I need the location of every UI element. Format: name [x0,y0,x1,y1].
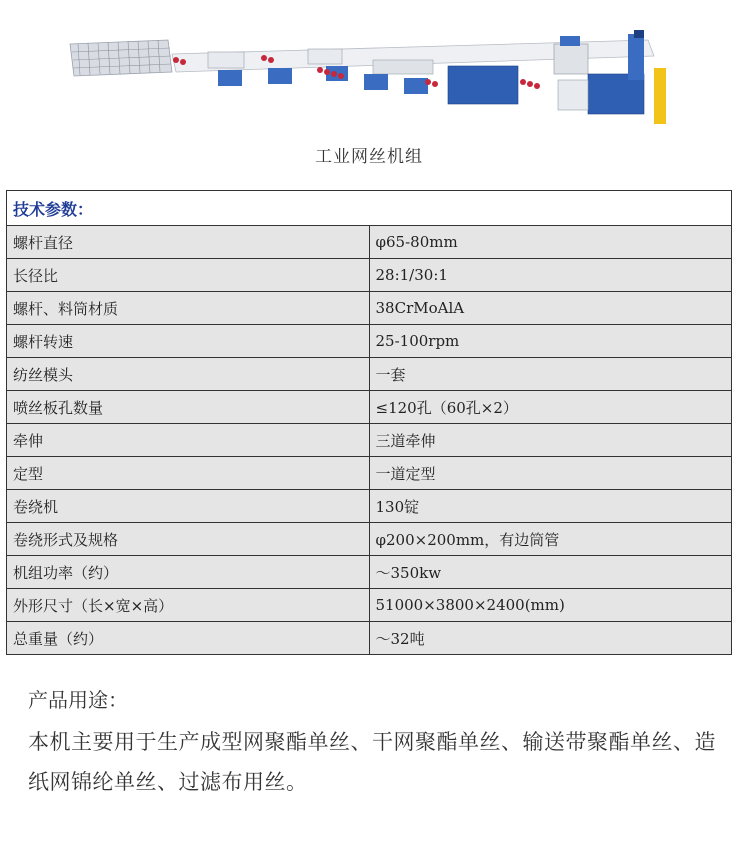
spec-value: φ200×200mm，有边筒管 [369,523,732,556]
spec-label: 卷绕形式及规格 [7,523,370,556]
table-row [7,556,732,589]
spec-value: 一道定型 [369,457,732,490]
spec-label: 纺丝模头 [7,358,370,391]
spec-value: ≤120孔（60孔×2） [369,391,732,424]
table-row [7,391,732,424]
spec-table [6,190,732,655]
spec-value: 三道牵伸 [369,424,732,457]
spec-label: 总重量（约） [7,622,370,655]
table-row [7,292,732,325]
image-caption: 工业网丝机组 [315,147,423,167]
spec-label: 机组功率（约） [7,556,370,589]
table-row [7,589,732,622]
machine-photo [68,30,674,128]
spec-value: ～350kw [369,556,732,589]
table-row [7,226,732,259]
spec-label: 卷绕机 [7,490,370,523]
table-row [7,523,732,556]
spec-value: ～32吨 [369,622,732,655]
spec-table-header: 技术参数： [7,191,732,226]
spec-value: 51000×3800×2400(mm) [369,589,732,622]
winder-creel [70,40,172,76]
spec-label: 牵伸 [7,424,370,457]
spec-table-header-row [7,191,732,226]
usage-text: 本机主要用于生产成型网聚酯单丝、干网聚酯单丝、输送带聚酯单丝、造纸网锦纶单丝、过滤布用丝。 [28,730,716,794]
spec-value: 28:1/30:1 [369,259,732,292]
spec-value: 25-100rpm [369,325,732,358]
spec-label: 螺杆转速 [7,325,370,358]
table-row [7,259,732,292]
spec-value: 一套 [369,358,732,391]
usage-title: 产品用途： [28,688,128,712]
table-row [7,622,732,655]
spec-label: 螺杆直径 [7,226,370,259]
spec-label: 螺杆、料筒材质 [7,292,370,325]
table-row [7,325,732,358]
spec-label: 喷丝板孔数量 [7,391,370,424]
spec-label: 外形尺寸（长×宽×高） [7,589,370,622]
spec-label: 长径比 [7,259,370,292]
table-row [7,358,732,391]
spec-label: 定型 [7,457,370,490]
table-row [7,424,732,457]
spec-value: 38CrMoAlA [369,292,732,325]
spec-value: 130锭 [369,490,732,523]
table-row [7,457,732,490]
spec-value: φ65-80mm [369,226,732,259]
table-row [7,490,732,523]
